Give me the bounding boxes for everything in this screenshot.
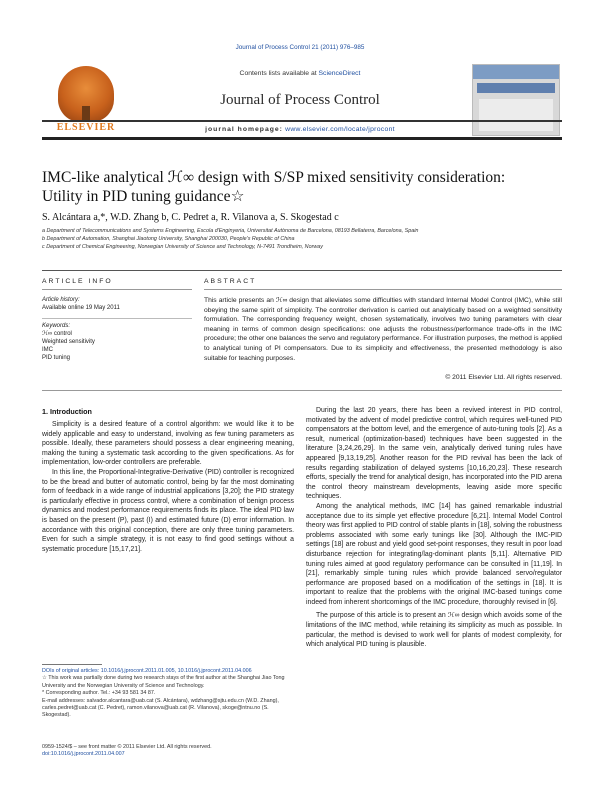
doi-link[interactable]: doi:10.1016/j.jprocont.2011.04.007 [42,751,125,758]
journal-title: Journal of Process Control [220,92,380,108]
left-column [42,420,294,554]
keyword: Weighted sensitivity [42,339,95,345]
footnote-corresponding: * Corresponding author. Tel.: +34 93 581 34 87. [42,690,156,697]
contents-line: Contents lists available at ScienceDirect [239,70,361,77]
affiliation-a: a Department of Telecommunications and Systems Engineering, Escola d'Enginyeria, Universitat Autònoma de Barcelona, 08193 Bellaterra, Barcelona, Spain [42,228,419,234]
publisher-name: ELSEVIER [56,122,116,133]
paragraph: The purpose of this article is to present an ℋ∞ design which avoids some of the limitations of the IMC method, while retaining its simplicity as much as possible. In particular, the method is devised to work well for plants of modest complexity, for which analytical PID tuning is plausible. [306,612,562,649]
body-divider [42,390,562,391]
homepage-line: journal homepage: www.elsevier.com/locate/jprocont [205,126,395,133]
keywords-block: Keywords: ℋ∞ control Weighted sensitivity IMC PID tuning [42,322,192,362]
footnote-divider [42,664,102,665]
footnote-acknowledgement: ☆ This work was partially done during two research stays of the first author at the Shanghai Jiao Tong University and the Norwegian University of Science and Technology. [42,675,285,689]
affiliation-b: b Department of Automation, Shanghai Jiaotong University, Shanghai 200030, People's Republic of China [42,236,295,242]
paragraph: In this line, the Proportional-Integrative-Derivative (PID) controller is recognized to be the bread and butter of automatic control, being by far the most dominating form of feedback in a wide range of industrial applications [3,20]; the PID strategy is particularly effective in process control, where a combination of benign process dynamics and modest performance requirements finds its place. The ideal PID law is based on the present (P), past (I) and estimated future (D) error information. In accordance with this original conception, there are only three tuning parameters. Even for such a simple strategy, it is not easy to find good settings without a systematic procedure [15,17,21]. [42,468,294,553]
copyright-notice: © 2011 Elsevier Ltd. All rights reserved. [445,374,562,381]
journal-cover-thumbnail [472,64,560,136]
bottom-meta: 0959-1524/$ – see front matter © 2011 Elsevier Ltd. All rights reserved. doi:10.1016/j.jprocont.2011.04.007 [42,744,294,759]
section-divider [42,270,562,271]
footnotes [42,668,294,720]
sciencedirect-link[interactable]: ScienceDirect [318,70,361,77]
right-column [306,406,562,650]
paragraph: During the last 20 years, there has been a revived interest in PID control, motivated by the advent of model predictive control, which requires well-tuned PID compensators at the bottom level, and the emergence of auto-tuning tools [2]. As a result, numerical (optimization-based) techniques have been suggested in the literature [3,24,26,29]. In the same vein, analytically derived tuning rules have appeared [9,13,19,25]. Another reason for the PID revival has been the lack of results regarding stabilization of delayed systems [10,16,20,23]. These research efforts, specially the trend for analytical design, has incorporated into the PID arena the control theory mainstream developments, leaving aside more specific techniques. [306,407,562,501]
elsevier-logo [44,66,128,136]
keywords-divider [42,318,192,319]
paper-title: IMC-like analytical ℋ∞ design with S/SP mixed sensitivity consideration: Utility in PID tuning guidance☆ [42,169,506,205]
footnote-emails: E-mail addresses: salvador.alcantara@uab.cat (S. Alcántara), wdzhang@sjtu.edu.cn (W.D. Zhang), carles.pedret@uab.cat (C. Pedret), ramon.vilanova@uab.cat (R. Vilanova), skoge@ntnu.no (S. Skogestad). [42,697,279,719]
article-history: Article history: Available online 19 May 2011 [42,297,120,311]
abstract-text: This article presents an ℋ∞ design that alleviates some difficulties with standard Internal Model Control (IMC), while still obeying the same spirit of simplicity. The controller derivation is carried out analytically based on a weighted sensitivity formulation. The corresponding frequency weight, chosen systematically, involves two tuning parameters with clear meaning in terms of common design specifications: one adjusts the robustness/performance trade-offs in the IMC procedure; the other one balances the servo and regulatory performance. For illustration purposes, the method is applied to analytical tuning of PI compensators. Due to its simplicity and effectiveness, the presented methodology is also suitable for teaching purposes. [204,297,562,362]
header-divider [42,120,562,122]
homepage-link[interactable]: www.elsevier.com/locate/jprocont [285,126,395,133]
abstract-heading: ABSTRACT [204,278,257,285]
author-list: S. Alcántara a,*, W.D. Zhang b, C. Pedret a, R. Vilanova a, S. Skogestad c [42,212,339,223]
affiliation-c: c Department of Chemical Engineering, Norwegian University of Science and Technology, N-7491 Trondheim, Norway [42,244,323,250]
section-heading-introduction: 1. Introduction [42,407,92,416]
header-bottom-divider [42,137,562,140]
footnote-doi[interactable]: DOIs of original articles: 10.1016/j.jprocont.2011.01.005, 10.1016/j.jprocont.2011.04.006 [42,668,252,674]
info-divider [42,289,192,290]
abstract-divider [204,289,562,290]
keyword: PID tuning [42,355,71,361]
keyword: ℋ∞ control [42,331,72,337]
article-info-heading: ARTICLE INFO [42,278,113,285]
keyword: IMC [42,347,53,353]
journal-reference[interactable]: Journal of Process Control 21 (2011) 976–985 [235,44,365,51]
paragraph: Simplicity is a desired feature of a control algorithm: we would like it to be widely applicable and easy to understand, involving as few tuning parameters as possible. Ideally, these parameters should possess a clear engineering meaning, making the tuning a systematic task according to the given specifications. As for implementation, low-order controllers are preferable. [42,421,294,467]
paragraph: Among the analytical methods, IMC [14] has gained remarkable industrial acceptance due to its simple yet effective procedure [6,21]. Internal Model Control theory was first applied to PID control of stable plants in [18], solving the robustness problems associated with some early tunings like [30]. Although the IMC-PID settings [18] are robust and yield good set-point responses, they result in poor load disturbance rejection for integrating/lag-dominant plants [5,11]. Alternative PID tuning rules aimed at good regulatory performance can be consulted in [11,19]. In [21], remarkably simple tuning rules which provide balanced servo/regulator performance are proposed based on a modification of the settings in [18]. It is important to realize that the problems with the original IMC-based tunings come indeed from inherent shortcomings of the IMC procedure, thoroughly revised in [6]. [306,502,562,606]
